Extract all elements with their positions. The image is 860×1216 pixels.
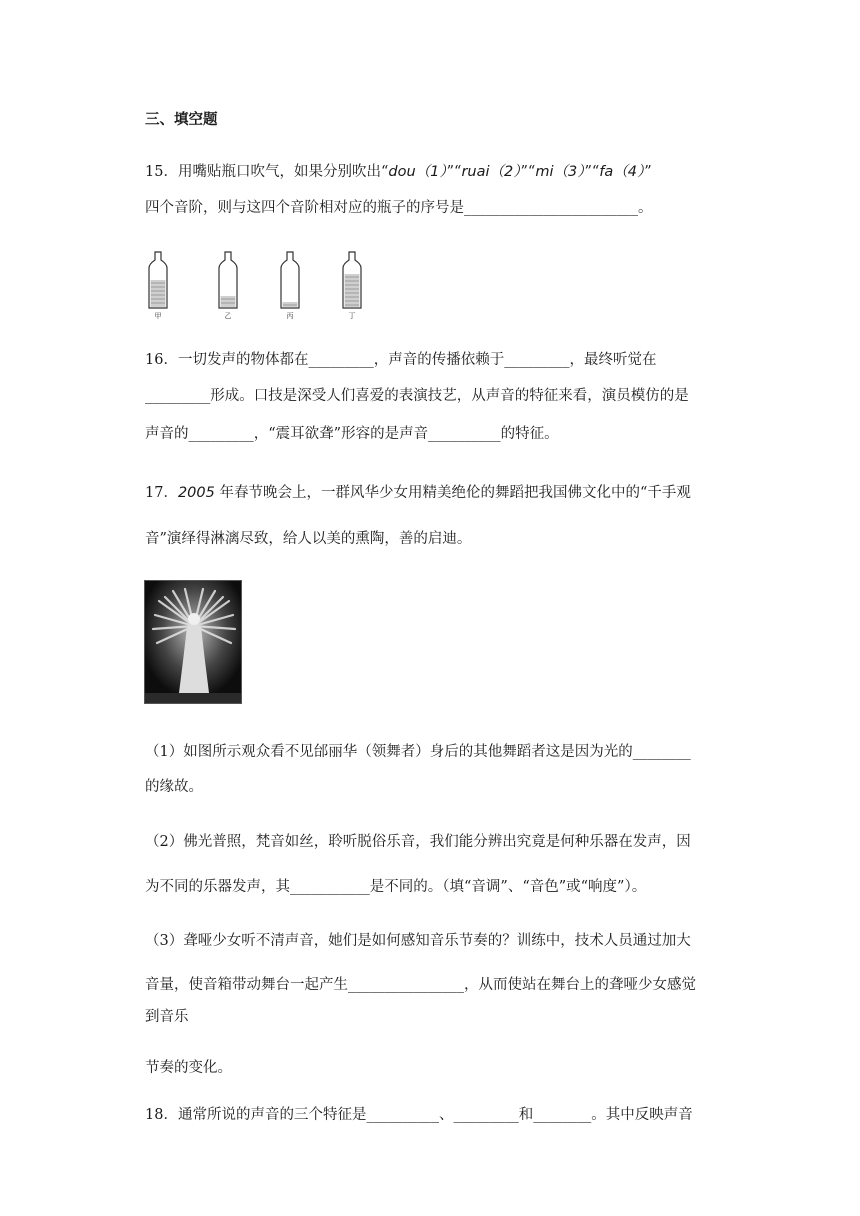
thousand-hand-guanyin-photo	[144, 580, 242, 704]
question-15-line-2: 四个音阶，则与这四个音阶相对应的瓶子的序号是________________________。	[145, 200, 653, 216]
q15-sep2: ”“	[520, 164, 536, 180]
note-dou: dou（1）	[388, 164, 447, 180]
question-17-line-1	[145, 483, 720, 503]
bottle-label-4: 丁	[348, 312, 356, 320]
bottle-label-3: 丙	[286, 312, 294, 320]
q17-suffix: 年春节晚会上，一群风华少女用精美绝伦的舞蹈把我国佛文化中的“千手观	[214, 485, 691, 501]
question-17-sub3-line-2: 音量，使音箱带动舞台一起产生________________，从而使站在舞台上的聋哑少女感觉	[145, 977, 696, 993]
question-17-sub2-line-1: （2）佛光普照，梵音如丝，聆听脱俗乐音，我们能分辨出究竟是何种乐器在发声，因	[145, 834, 691, 850]
question-16-line-2: _________形成。口技是深受人们喜爱的表演技艺，从声音的特征来看，演员模仿的是	[145, 388, 689, 404]
question-17-sub2-line-2: 为不同的乐器发声，其___________是不同的。（填“音调”、“音色”或“响度”）。	[145, 879, 647, 895]
question-17-line-2: 音”演绎得淋漓尽致，给人以美的熏陶，善的启迪。	[145, 531, 472, 547]
dancer-silhouette	[145, 581, 242, 704]
bottle-label-1: 甲	[154, 312, 162, 320]
question-17-sub3-line-3: 到音乐	[145, 1009, 189, 1025]
section-title: 三、填空题	[145, 111, 218, 128]
bottle-4	[343, 252, 361, 320]
bottle-2	[219, 252, 237, 320]
bottle-water-2	[221, 296, 236, 307]
question-18-line-1: 18．通常所说的声音的三个特征是__________、_________和________。其中反映声音	[145, 1107, 693, 1123]
year-2005: 2005	[177, 485, 215, 501]
question-16-line-1: 16．一切发声的物体都在_________，声音的传播依赖于_________，最终听觉在	[145, 352, 657, 368]
question-17-sub1-line-1: （1）如图所示观众看不见邰丽华（领舞者）身后的其他舞蹈者这是因为光的________	[145, 744, 691, 760]
bottle-3	[281, 252, 299, 320]
note-mi: mi（3）	[535, 164, 585, 180]
question-16-line-3: 声音的_________，“震耳欲聋”形容的是声音__________的特征。	[145, 426, 559, 442]
q17-prefix: 17．	[145, 485, 178, 501]
q15-prefix: 15．用嘴贴瓶口吹气，如果分别吹出“	[145, 164, 389, 180]
note-ruai: ruai（2）	[461, 164, 521, 180]
bottle-label-2: 乙	[224, 312, 232, 320]
question-15-line-1	[145, 162, 720, 182]
q15-suffix: ”	[644, 164, 652, 180]
bottle-1	[149, 252, 167, 320]
q15-sep3: ”“	[584, 164, 600, 180]
question-17-sub1-line-2: 的缘故。	[145, 779, 203, 795]
bottle-water-4	[345, 274, 360, 307]
bottle-water-3	[283, 302, 298, 307]
question-17-sub3-line-1: （3）聋哑少女听不清声音，她们是如何感知音乐节奏的？训练中，技术人员通过加大	[145, 933, 691, 949]
question-17-sub3-line-4: 节奏的变化。	[145, 1060, 232, 1076]
note-fa: fa（4）	[599, 164, 645, 180]
bottles-figure	[140, 250, 380, 320]
q15-sep1: ”“	[446, 164, 462, 180]
